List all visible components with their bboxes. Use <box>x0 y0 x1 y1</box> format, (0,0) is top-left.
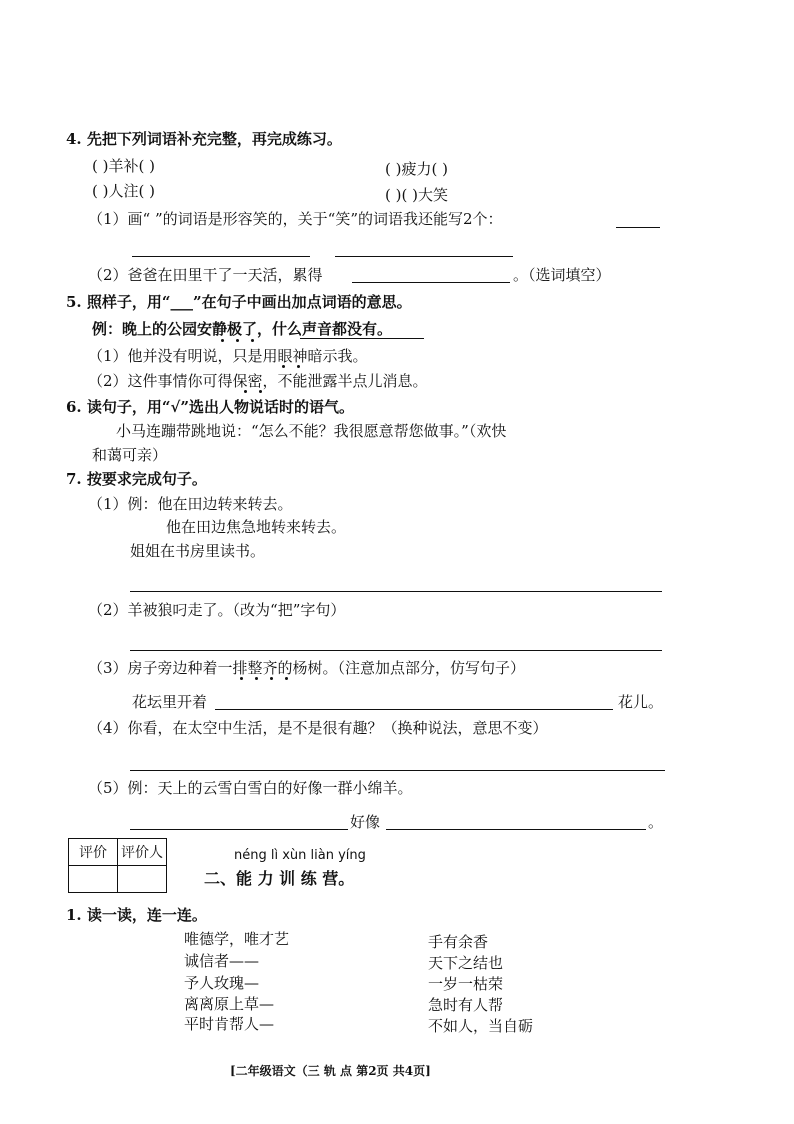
q6-line-1: 小马连蹦带跳地说：“怎么不能？我很愿意帮您做事。”（欢快 <box>116 422 507 440</box>
emphasis-dot <box>240 677 243 680</box>
q4-idiom-3: ( )人注( ) <box>92 182 155 200</box>
q4-sub2-suffix: 。（选词填空） <box>513 266 611 284</box>
emphasis-dot <box>255 677 258 680</box>
q4-idiom-1: ( )羊补( ) <box>92 157 155 175</box>
emphasis-dot <box>297 365 300 368</box>
q4-title: 4. 先把下列词语补充完整，再完成练习。 <box>66 130 342 148</box>
q7-item3-blank[interactable] <box>215 709 613 710</box>
emphasis-dot <box>244 390 247 393</box>
q7-answer-line-2[interactable] <box>130 650 662 651</box>
q4-answer-line-1[interactable] <box>616 227 660 228</box>
q4-idiom-4: ( )( )大笑 <box>385 186 448 204</box>
score-table <box>68 838 167 893</box>
q7-item-4: （4）你看，在太空中生活，是不是很有趣？（换种说法，意思不变） <box>88 719 548 737</box>
q7-item5-blank-2[interactable] <box>386 829 646 830</box>
page-footer: [二年级语文（三 轨 点 第2页 共4页] <box>230 1064 431 1078</box>
q1-right-1: 手有余香 <box>428 933 489 951</box>
q5-item-2: （2）这件事情你可得保密，不能泄露半点儿消息。 <box>88 372 428 390</box>
section2-title: 二、能 力 训 练 营。 <box>204 869 355 888</box>
q1-left-4: 离离原上草— <box>184 995 275 1013</box>
q1-right-4: 急时有人帮 <box>428 996 504 1014</box>
q4-idiom-2: ( )疲力( ) <box>385 160 448 178</box>
emphasis-dot <box>270 677 273 680</box>
section2-pinyin: néng lì xùn liàn yíng <box>234 848 366 863</box>
emphasis-dot <box>236 339 239 342</box>
q4-sub2-prefix: （2）爸爸在田里干了一天活，累得 <box>88 266 323 284</box>
emphasis-dot <box>251 339 254 342</box>
q4-sub2-blank[interactable] <box>352 282 510 283</box>
q1-title: 1. 读一读，连一连。 <box>66 906 207 924</box>
q1-left-2: 诚信者—— <box>184 952 260 970</box>
q7-title: 7. 按要求完成句子。 <box>66 470 207 488</box>
q6-line-2: 和蔼可亲） <box>92 446 168 464</box>
q7-item-5: （5）例：天上的云雪白雪白的好像一群小绵羊。 <box>88 779 413 797</box>
score-cell-evaluation[interactable] <box>69 866 118 893</box>
q5-item-1: （1）他并没有明说，只是用眼神暗示我。 <box>88 347 368 365</box>
score-header-evaluator: 评价人 <box>118 839 167 866</box>
q1-right-3: 一岁一枯荣 <box>428 975 504 993</box>
q5-example-underline <box>300 338 424 339</box>
q7-item5-end: 。 <box>648 813 664 831</box>
q6-title: 6. 读句子，用“√”选出人物说话时的语气。 <box>66 398 354 416</box>
q7-example-1b: 他在田边焦急地转来转去。 <box>166 518 347 536</box>
q7-item-3: （3）房子旁边种着一排整齐的杨树。（注意加点部分，仿写句子） <box>88 659 526 677</box>
q7-example-1c: 姐姐在书房里读书。 <box>130 542 266 560</box>
q7-answer-line-4[interactable] <box>130 770 665 771</box>
q1-right-5: 不如人，当自砺 <box>428 1017 534 1035</box>
q1-left-1: 唯德学，唯才艺 <box>184 930 290 948</box>
q1-left-5: 平时肯帮人— <box>184 1015 275 1033</box>
q4-sub1: （1）画“ ”的词语是形容笑的，关于“笑”的词语我还能写2个： <box>88 210 503 228</box>
q7-item3-prefix: 花坛里开着 <box>132 693 208 711</box>
q7-item5-mid: 好像 <box>350 813 381 831</box>
q7-item5-blank-1[interactable] <box>130 829 348 830</box>
q7-item3-suffix: 花儿。 <box>618 693 664 711</box>
q4-answer-line-3[interactable] <box>335 256 513 257</box>
emphasis-dot <box>282 365 285 368</box>
q1-right-2: 天下之结也 <box>428 954 504 972</box>
emphasis-dot <box>259 390 262 393</box>
score-cell-evaluator[interactable] <box>118 866 167 893</box>
q7-item-2: （2）羊被狼叼走了。（改为“把”字句） <box>88 601 346 619</box>
q5-title: 5. 照样子，用“___”在句子中画出加点词语的意思。 <box>66 293 412 311</box>
q5-example: 例：晚上的公园安静极了，什么声音都没有。 <box>92 320 393 338</box>
q7-answer-line-1[interactable] <box>130 591 662 592</box>
q7-example-1a: （1）例：他在田边转来转去。 <box>88 495 293 513</box>
q1-left-3: 予人玫瑰— <box>184 974 260 992</box>
q4-answer-line-2[interactable] <box>132 256 310 257</box>
score-header-evaluation: 评价 <box>69 839 118 866</box>
emphasis-dot <box>285 677 288 680</box>
emphasis-dot <box>221 339 224 342</box>
